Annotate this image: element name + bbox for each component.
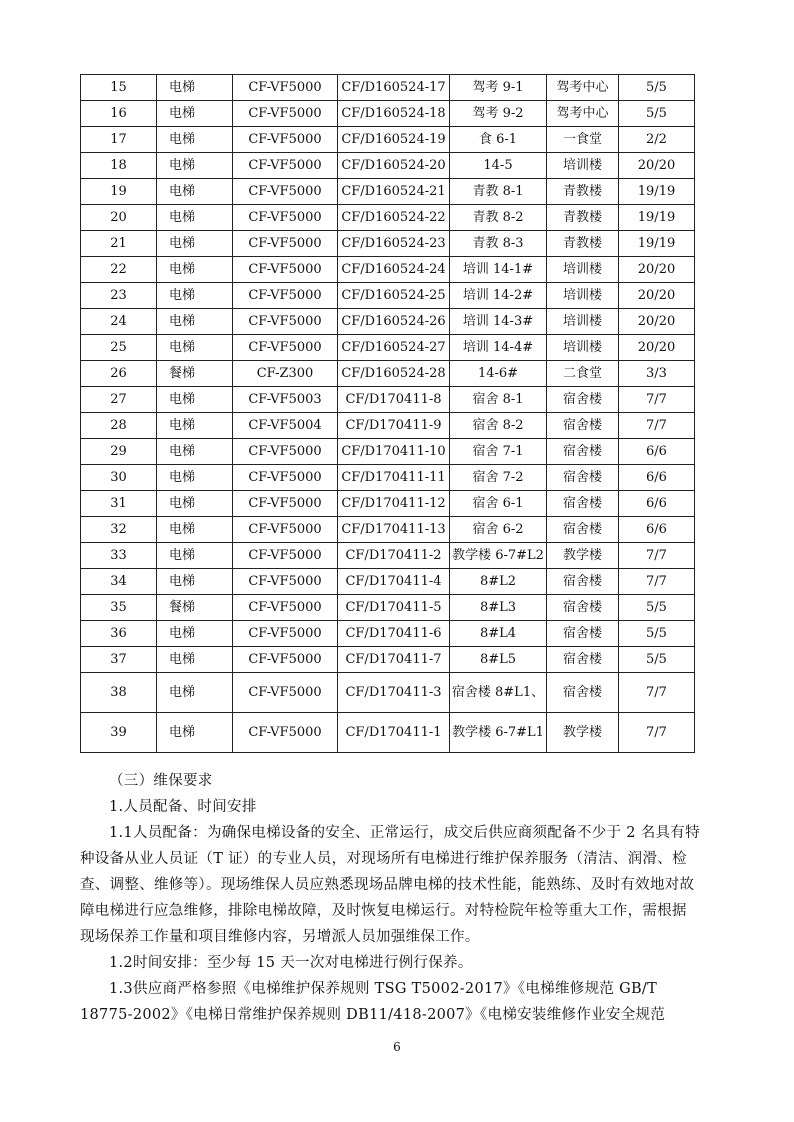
model-number-cell: CF-VF5000 [233,621,338,647]
row-number-cell: 32 [81,517,157,543]
elevator-type-cell: 电梯 [157,127,233,153]
floors-stops-cell: 6/6 [619,517,695,543]
building-location-cell: 青教楼 [547,205,619,231]
model-number-cell: CF-VF5000 [233,205,338,231]
model-number-cell: CF-VF5000 [233,231,338,257]
floors-stops-cell: 6/6 [619,491,695,517]
row-number-cell: 16 [81,101,157,127]
floors-stops-cell: 7/7 [619,673,695,713]
row-number-cell: 18 [81,153,157,179]
table-row [81,127,695,153]
elevator-type-cell: 餐梯 [157,361,233,387]
paragraph-standards: 1.3供应商严格参照《电梯维护保养规则 TSG T5002-2017》《电梯维修规范 GB/T 18775-2002》《电梯日常维护保养规则 DB11/418-2007》《电梯安装维修作业安全规范 [80,981,666,1023]
building-location-cell: 宿舍楼 [547,673,619,713]
serial-number-cell: CF/D160524-24 [338,257,450,283]
model-number-cell: CF-VF5000 [233,517,338,543]
floors-stops-cell: 3/3 [619,361,695,387]
row-number-cell: 37 [81,647,157,673]
model-number-cell: CF-VF5000 [233,283,338,309]
elevator-code-cell: 青教 8-3 [450,231,547,257]
elevator-code-cell: 宿舍 8-1 [450,387,547,413]
elevator-code-cell: 宿舍 6-1 [450,491,547,517]
elevator-code-cell: 14-6# [450,361,547,387]
elevator-type-cell: 电梯 [157,713,233,753]
row-number-cell: 24 [81,309,157,335]
elevator-code-cell: 教学楼 6-7#L1 [450,713,547,753]
floors-stops-cell: 19/19 [619,179,695,205]
table-row [81,621,695,647]
row-number-cell: 29 [81,439,157,465]
model-number-cell: CF-Z300 [233,361,338,387]
subsection-heading: 1.人员配备、时间安排 [109,799,257,815]
floors-stops-cell: 2/2 [619,127,695,153]
building-location-cell: 宿舍楼 [547,569,619,595]
table-row [81,595,695,621]
elevator-type-cell: 电梯 [157,621,233,647]
elevator-type-cell: 电梯 [157,231,233,257]
maintenance-section [80,768,700,1028]
serial-number-cell: CF/D160524-22 [338,205,450,231]
model-number-cell: CF-VF5000 [233,179,338,205]
floors-stops-cell: 7/7 [619,387,695,413]
serial-number-cell: CF/D160524-23 [338,231,450,257]
elevator-type-cell: 电梯 [157,491,233,517]
floors-stops-cell: 7/7 [619,713,695,753]
table-row [81,647,695,673]
floors-stops-cell: 20/20 [619,309,695,335]
model-number-cell: CF-VF5000 [233,713,338,753]
building-location-cell: 培训楼 [547,309,619,335]
row-number-cell: 36 [81,621,157,647]
serial-number-cell: CF/D160524-20 [338,153,450,179]
row-number-cell: 27 [81,387,157,413]
building-location-cell: 宿舍楼 [547,491,619,517]
elevator-type-cell: 电梯 [157,205,233,231]
row-number-cell: 31 [81,491,157,517]
elevator-code-cell: 青教 8-1 [450,179,547,205]
floors-stops-cell: 20/20 [619,335,695,361]
floors-stops-cell: 6/6 [619,439,695,465]
model-number-cell: CF-VF5000 [233,335,338,361]
table-row [81,231,695,257]
building-location-cell: 教学楼 [547,543,619,569]
row-number-cell: 35 [81,595,157,621]
row-number-cell: 19 [81,179,157,205]
building-location-cell: 二食堂 [547,361,619,387]
building-location-cell: 宿舍楼 [547,621,619,647]
table-row [81,387,695,413]
floors-stops-cell: 5/5 [619,595,695,621]
elevator-type-cell: 电梯 [157,283,233,309]
model-number-cell: CF-VF5000 [233,75,338,101]
model-number-cell: CF-VF5000 [233,569,338,595]
elevator-code-cell: 教学楼 6-7#L2 [450,543,547,569]
row-number-cell: 26 [81,361,157,387]
table-row [81,491,695,517]
building-location-cell: 青教楼 [547,179,619,205]
elevator-code-cell: 驾考 9-2 [450,101,547,127]
elevator-type-cell: 电梯 [157,439,233,465]
elevator-table-body [81,75,695,753]
building-location-cell: 驾考中心 [547,101,619,127]
row-number-cell: 22 [81,257,157,283]
row-number-cell: 17 [81,127,157,153]
elevator-type-cell: 电梯 [157,517,233,543]
floors-stops-cell: 19/19 [619,231,695,257]
table-row [81,257,695,283]
table-row [81,543,695,569]
building-location-cell: 宿舍楼 [547,647,619,673]
model-number-cell: CF-VF5000 [233,309,338,335]
row-number-cell: 30 [81,465,157,491]
serial-number-cell: CF/D170411-11 [338,465,450,491]
elevator-code-cell: 培训 14-4# [450,335,547,361]
floors-stops-cell: 5/5 [619,75,695,101]
row-number-cell: 20 [81,205,157,231]
elevator-type-cell: 电梯 [157,465,233,491]
floors-stops-cell: 7/7 [619,543,695,569]
table-row [81,413,695,439]
model-number-cell: CF-VF5000 [233,673,338,713]
elevator-code-cell: 宿舍 6-2 [450,517,547,543]
row-number-cell: 34 [81,569,157,595]
table-row [81,713,695,753]
elevator-type-cell: 电梯 [157,335,233,361]
elevator-type-cell: 电梯 [157,75,233,101]
elevator-code-cell: 宿舍 7-2 [450,465,547,491]
floors-stops-cell: 19/19 [619,205,695,231]
building-location-cell: 培训楼 [547,283,619,309]
row-number-cell: 38 [81,673,157,713]
serial-number-cell: CF/D160524-18 [338,101,450,127]
table-row [81,361,695,387]
table-row [81,569,695,595]
model-number-cell: CF-VF5000 [233,153,338,179]
row-number-cell: 21 [81,231,157,257]
elevator-code-cell: 食 6-1 [450,127,547,153]
serial-number-cell: CF/D170411-1 [338,713,450,753]
elevator-code-cell: 14-5 [450,153,547,179]
floors-stops-cell: 5/5 [619,647,695,673]
building-location-cell: 青教楼 [547,231,619,257]
table-row [81,75,695,101]
table-row [81,335,695,361]
serial-number-cell: CF/D160524-19 [338,127,450,153]
elevator-type-cell: 电梯 [157,413,233,439]
serial-number-cell: CF/D170411-12 [338,491,450,517]
table-row [81,205,695,231]
elevator-code-cell: 培训 14-1# [450,257,547,283]
section-heading: （三）维保要求 [109,773,213,789]
model-number-cell: CF-VF5000 [233,101,338,127]
table-row [81,283,695,309]
serial-number-cell: CF/D160524-17 [338,75,450,101]
row-number-cell: 33 [81,543,157,569]
table-row [81,101,695,127]
row-number-cell: 23 [81,283,157,309]
model-number-cell: CF-VF5000 [233,257,338,283]
serial-number-cell: CF/D170411-5 [338,595,450,621]
elevator-type-cell: 电梯 [157,101,233,127]
serial-number-cell: CF/D170411-2 [338,543,450,569]
building-location-cell: 宿舍楼 [547,595,619,621]
floors-stops-cell: 7/7 [619,413,695,439]
serial-number-cell: CF/D170411-7 [338,647,450,673]
table-row [81,153,695,179]
paragraph-schedule: 1.2时间安排：至少每 15 天一次对电梯进行例行保养。 [109,955,473,971]
row-number-cell: 15 [81,75,157,101]
elevator-type-cell: 电梯 [157,153,233,179]
building-location-cell: 教学楼 [547,713,619,753]
serial-number-cell: CF/D160524-26 [338,309,450,335]
elevator-code-cell: 8#L3 [450,595,547,621]
elevator-code-cell: 青教 8-2 [450,205,547,231]
row-number-cell: 39 [81,713,157,753]
floors-stops-cell: 6/6 [619,465,695,491]
row-number-cell: 25 [81,335,157,361]
elevator-code-cell: 培训 14-3# [450,309,547,335]
elevator-code-cell: 培训 14-2# [450,283,547,309]
paragraph-staffing: 1.1人员配备：为确保电梯设备的安全、正常运行，成交后供应商须配备不少于 2 名具有特种设备从业人员证（T 证）的专业人员，对现场所有电梯进行维护保养服务（清洁、润滑、检查、调整、维修等）。现场维保人员应熟悉现场品牌电梯的技术性能，能熟练、及时有效地对故障电梯进行应急维修，排除电梯故障，及时恢复电梯运行。对特检院年检等重大工作，需根据现场保养工作量和项目维修内容，另增派人员加强维保工作。 [80,825,700,945]
serial-number-cell: CF/D160524-21 [338,179,450,205]
building-location-cell: 宿舍楼 [547,439,619,465]
elevator-type-cell: 餐梯 [157,595,233,621]
serial-number-cell: CF/D170411-3 [338,673,450,713]
building-location-cell: 培训楼 [547,153,619,179]
table-row [81,309,695,335]
building-location-cell: 宿舍楼 [547,387,619,413]
floors-stops-cell: 5/5 [619,101,695,127]
model-number-cell: CF-VF5000 [233,491,338,517]
model-number-cell: CF-VF5003 [233,387,338,413]
model-number-cell: CF-VF5000 [233,647,338,673]
floors-stops-cell: 20/20 [619,153,695,179]
model-number-cell: CF-VF5000 [233,595,338,621]
elevator-type-cell: 电梯 [157,647,233,673]
serial-number-cell: CF/D170411-9 [338,413,450,439]
building-location-cell: 宿舍楼 [547,465,619,491]
table-row [81,673,695,713]
model-number-cell: CF-VF5000 [233,543,338,569]
serial-number-cell: CF/D170411-6 [338,621,450,647]
building-location-cell: 宿舍楼 [547,413,619,439]
model-number-cell: CF-VF5000 [233,127,338,153]
floors-stops-cell: 7/7 [619,569,695,595]
floors-stops-cell: 20/20 [619,257,695,283]
serial-number-cell: CF/D170411-8 [338,387,450,413]
floors-stops-cell: 5/5 [619,621,695,647]
elevator-code-cell: 驾考 9-1 [450,75,547,101]
row-number-cell: 28 [81,413,157,439]
serial-number-cell: CF/D160524-28 [338,361,450,387]
table-row [81,465,695,491]
building-location-cell: 一食堂 [547,127,619,153]
serial-number-cell: CF/D160524-27 [338,335,450,361]
serial-number-cell: CF/D170411-4 [338,569,450,595]
elevator-code-cell: 宿舍 7-1 [450,439,547,465]
elevator-code-cell: 宿舍 8-2 [450,413,547,439]
elevator-code-cell: 宿舍楼 8#L1、 [450,673,547,713]
model-number-cell: CF-VF5000 [233,439,338,465]
building-location-cell: 宿舍楼 [547,517,619,543]
building-location-cell: 培训楼 [547,257,619,283]
elevator-code-cell: 8#L4 [450,621,547,647]
elevator-type-cell: 电梯 [157,569,233,595]
elevator-table [80,74,695,753]
model-number-cell: CF-VF5004 [233,413,338,439]
floors-stops-cell: 20/20 [619,283,695,309]
elevator-type-cell: 电梯 [157,179,233,205]
elevator-type-cell: 电梯 [157,257,233,283]
elevator-type-cell: 电梯 [157,673,233,713]
building-location-cell: 驾考中心 [547,75,619,101]
table-row [81,179,695,205]
serial-number-cell: CF/D170411-13 [338,517,450,543]
page-number: 6 [393,1040,401,1054]
table-row [81,517,695,543]
elevator-type-cell: 电梯 [157,543,233,569]
table-row [81,439,695,465]
model-number-cell: CF-VF5000 [233,465,338,491]
elevator-type-cell: 电梯 [157,387,233,413]
building-location-cell: 培训楼 [547,335,619,361]
serial-number-cell: CF/D160524-25 [338,283,450,309]
elevator-code-cell: 8#L5 [450,647,547,673]
serial-number-cell: CF/D170411-10 [338,439,450,465]
elevator-type-cell: 电梯 [157,309,233,335]
elevator-code-cell: 8#L2 [450,569,547,595]
